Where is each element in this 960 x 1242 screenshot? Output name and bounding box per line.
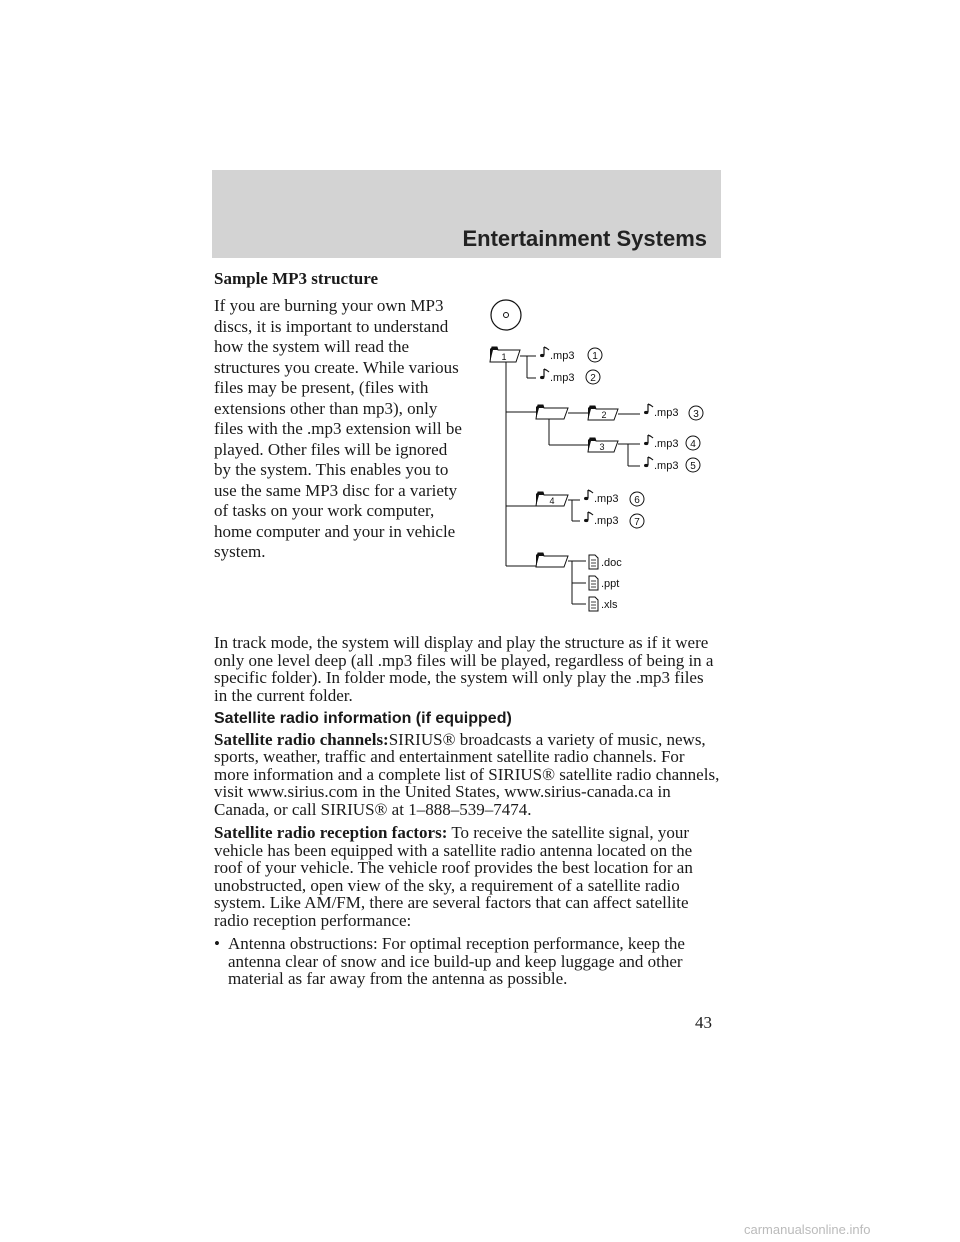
mp3-ext: .mp3 bbox=[654, 438, 679, 450]
footer-watermark: carmanualsonline.info bbox=[744, 1222, 871, 1237]
header-bar bbox=[212, 170, 721, 258]
channels-label: Satellite radio channels: bbox=[214, 729, 389, 749]
mp3-ext: .mp3 bbox=[594, 515, 619, 527]
bullet-symbol: • bbox=[214, 934, 220, 953]
track-mode-paragraph: In track mode, the system will display and play the structure as if it were only one level deep (all .mp3 files will be played, regardless of being in a specific folder). In folder mode, the system will only play the .mp3 files in the current folder. bbox=[214, 633, 714, 705]
bullet-text: Antenna obstructions: For optimal reception performance, keep the antenna clear of snow and ice build-up and keep luggage and other material as far away from the antenna as possible. bbox=[228, 934, 685, 988]
xls-ext: .xls bbox=[601, 599, 618, 611]
page-number: 43 bbox=[695, 1013, 712, 1032]
bullet-item bbox=[214, 935, 720, 988]
mp3-ext: .mp3 bbox=[654, 407, 679, 419]
track-1-label: 1 bbox=[592, 351, 598, 362]
folder-4-label: 4 bbox=[549, 496, 555, 506]
header-title: Entertainment Systems bbox=[462, 226, 707, 251]
folder-4-icon bbox=[536, 492, 568, 506]
factors-paragraph bbox=[214, 824, 720, 929]
mp3-structure-diagram bbox=[485, 293, 720, 623]
intro-paragraph: If you are burning your own MP3 discs, it is important to understand how the system will read the structures you create. While various files may be present, (files with extensions other than mp3), only files with the .mp3 extension will be played. Other files will be ignored by the system. This enables you to use the same MP3 disc for a variety of tasks on your work computer, home computer and your in vehicle system. bbox=[214, 296, 462, 561]
document-icon bbox=[589, 597, 598, 611]
document-icon bbox=[589, 576, 598, 590]
channels-text: SIRIUS® broadcasts a variety of music, news, sports, weather, traffic and entertainment satellite radio channels. For more information and a complete list of SIRIUS® satellite radio channels, visit www.sirius.com in the United States, www.sirius-canada.ca in Canada, or call SIRIUS® at 1–888–539–7474. bbox=[214, 729, 720, 819]
folder-icon bbox=[536, 405, 568, 419]
ppt-ext: .ppt bbox=[601, 578, 620, 590]
mp3-ext: .mp3 bbox=[654, 460, 679, 472]
folder-2-icon bbox=[588, 406, 618, 420]
mp3-ext: .mp3 bbox=[594, 493, 619, 505]
music-note-icon bbox=[584, 490, 593, 500]
folder-1-label: 1 bbox=[501, 352, 507, 362]
folder-2-label: 2 bbox=[601, 410, 607, 420]
channels-paragraph bbox=[214, 731, 720, 819]
factors-text: To receive the satellite signal, your vehicle has been equipped with a satellite radio antenna located on the roof of your vehicle. The vehicle roof provides the best location for an unobstructed, open view of the sky, a requirement of a satellite radio system. Like AM/FM, there are several factors that can affect satellite radio reception performance: bbox=[214, 823, 693, 930]
mp3-ext: .mp3 bbox=[550, 350, 575, 362]
track-5-label: 5 bbox=[690, 461, 696, 472]
satellite-heading: Satellite radio information (if equipped) bbox=[214, 710, 512, 727]
music-note-icon bbox=[584, 512, 593, 522]
music-note-icon bbox=[644, 457, 653, 467]
folder-1-icon bbox=[490, 347, 520, 362]
document-icon bbox=[589, 555, 598, 569]
section-title: Sample MP3 structure bbox=[214, 269, 378, 288]
body-text bbox=[214, 634, 720, 988]
factors-label: Satellite radio reception factors: bbox=[214, 823, 448, 842]
music-note-icon bbox=[540, 347, 549, 357]
music-note-icon bbox=[644, 435, 653, 445]
track-2-label: 2 bbox=[590, 373, 596, 384]
track-4-label: 4 bbox=[690, 439, 696, 450]
folder-3-label: 3 bbox=[599, 442, 605, 452]
mp3-ext: .mp3 bbox=[550, 372, 575, 384]
folder-3-icon bbox=[588, 438, 618, 452]
track-6-label: 6 bbox=[634, 495, 640, 506]
music-note-icon bbox=[644, 404, 653, 414]
doc-ext: .doc bbox=[601, 557, 622, 569]
folder-icon bbox=[536, 553, 568, 567]
music-note-icon bbox=[540, 369, 549, 379]
track-7-label: 7 bbox=[634, 517, 640, 528]
track-3-label: 3 bbox=[693, 409, 699, 420]
